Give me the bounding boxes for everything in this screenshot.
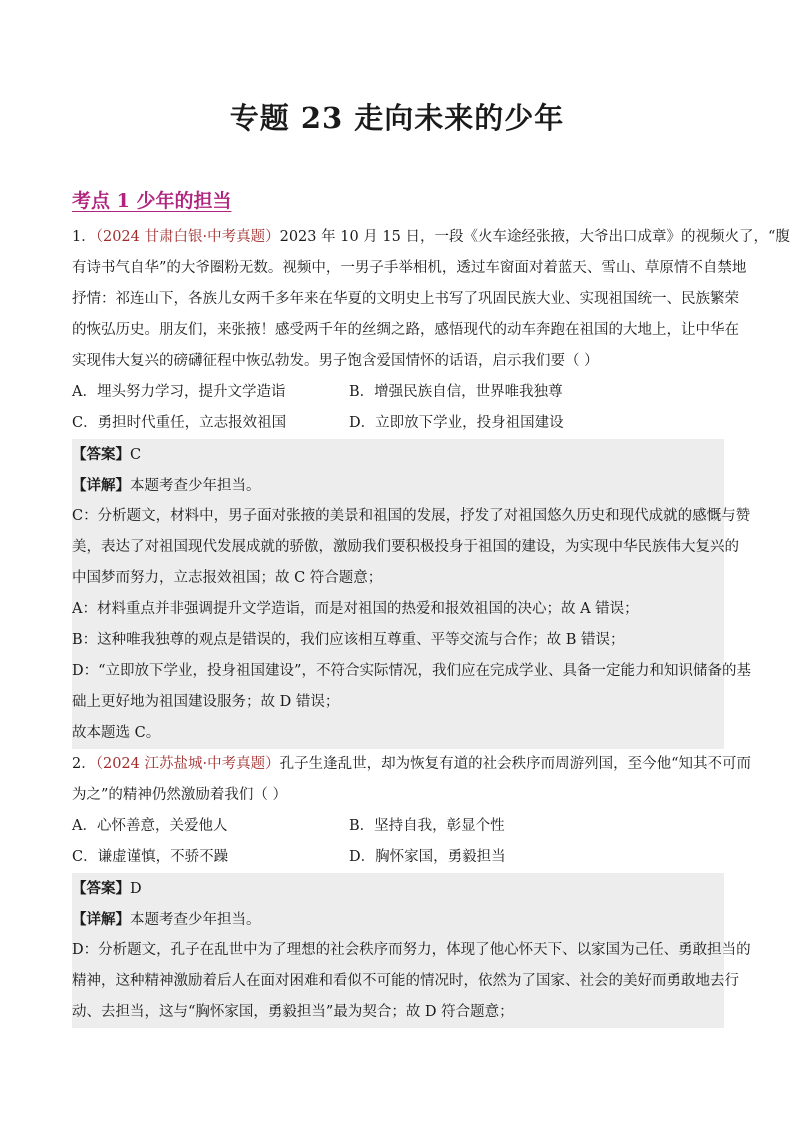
detail-label: 【详解】 <box>72 477 130 494</box>
explanation-line: 中国梦而努力，立志报效祖国；故 C 符合题意； <box>72 570 383 586</box>
section-heading: 考点 1 少年的担当 <box>72 190 232 212</box>
explanation-line: D：分析题文，孔子在乱世中为了理想的社会秩序而努力，体现了他心怀天下、以家国为己任、勇敢担当的 <box>72 942 751 958</box>
question-source: （2024 甘肃白银·中考真题） <box>95 229 280 245</box>
answer-line <box>72 873 724 904</box>
question-1-line-5: 实现伟大复兴的磅礴征程中恢弘勃发。男子饱含爱国情怀的话语，启示我们要（ ） <box>72 353 599 369</box>
page-title: 专题 23 走向未来的少年 <box>229 101 565 135</box>
detail-intro: 本题考查少年担当。 <box>130 912 261 928</box>
answer-value: C <box>130 447 142 463</box>
detail-line <box>72 470 724 501</box>
option-b: B．增强民族自信，世界唯我独尊 <box>349 384 563 400</box>
option-d: D．胸怀家国，勇毅担当 <box>349 849 506 865</box>
detail-label: 【详解】 <box>72 911 130 928</box>
question-text: 2023 年 10 月 15 日，一段《火车途经张掖，大爷出口成章》的视频火了，“腹 <box>279 229 790 245</box>
explanation-line: 动、去担当，这与“胸怀家国，勇毅担当”最为契合；故 D 符合题意； <box>72 1004 514 1020</box>
question-text: 孔子生逢乱世，却为恢复有道的社会秩序而周游列国，至今他“知其不可而 <box>279 756 752 772</box>
question-1-options-row-2 <box>72 408 724 439</box>
option-a: A．心怀善意，关爱他人 <box>72 818 228 834</box>
question-1-line-1 <box>72 222 790 253</box>
explanation-line: B：这种唯我独尊的观点是错误的，我们应该相互尊重、平等交流与合作；故 B 错误； <box>72 632 625 648</box>
explanation-line: D：“立即放下学业，投身祖国建设”，不符合实际情况，我们应在完成学业、具备一定能力和知识储备的基 <box>72 663 751 679</box>
question-number: 2． <box>72 756 96 772</box>
question-2-line-2: 为之”的精神仍然激励着我们（ ） <box>72 787 288 803</box>
explanation-line: A：材料重点并非强调提升文学造诣，而是对祖国的热爱和报效祖国的决心；故 A 错误； <box>72 601 639 617</box>
explanation-line: 础上更好地为祖国建设服务；故 D 错误； <box>72 694 340 710</box>
option-c: C．谦虚谨慎，不骄不躁 <box>72 849 229 865</box>
answer-label: 【答案】 <box>72 446 130 463</box>
explanation-line: 故本题选 C。 <box>72 725 161 741</box>
option-a: A．埋头努力学习，提升文学造诣 <box>72 384 286 400</box>
explanation-line: 精神，这种精神激励着后人在面对困难和看似不可能的情况时，依然为了国家、社会的美好而勇敢地去行 <box>72 973 739 989</box>
question-content <box>72 222 790 1028</box>
question-source: （2024 江苏盐城·中考真题） <box>95 756 280 772</box>
detail-line <box>72 904 724 935</box>
question-number: 1． <box>72 229 96 245</box>
question-2-options-row-1 <box>72 811 724 842</box>
detail-intro: 本题考查少年担当。 <box>130 478 261 494</box>
answer-block-2 <box>72 873 751 1028</box>
answer-line <box>72 439 724 470</box>
option-c: C．勇担时代重任，立志报效祖国 <box>72 415 287 431</box>
question-1-line-3: 抒情：祁连山下，各族儿女两千多年来在华夏的文明史上书写了巩固民族大业、实现祖国统一、民族繁荣 <box>72 291 739 307</box>
option-d: D．立即放下学业，投身祖国建设 <box>349 415 564 431</box>
question-2-options-row-2 <box>72 842 724 873</box>
question-1-line-4: 的恢弘历史。朋友们，来张掖！感受两千年的丝绸之路，感悟现代的动车奔跑在祖国的大地上，让中华在 <box>72 322 739 338</box>
answer-label: 【答案】 <box>72 880 130 897</box>
option-b: B．坚持自我，彰显个性 <box>349 818 505 834</box>
answer-block-1 <box>72 439 751 749</box>
explanation-line: 美，表达了对祖国现代发展成就的骄傲，激励我们要积极投身于祖国的建设，为实现中华民族伟大复兴的 <box>72 539 739 555</box>
answer-value: D <box>130 881 142 897</box>
explanation-line: C：分析题文，材料中，男子面对张掖的美景和祖国的发展，抒发了对祖国悠久历史和现代成就的感慨与赞 <box>72 508 751 524</box>
question-1-options-row-1 <box>72 377 724 408</box>
question-2-line-1 <box>72 749 752 780</box>
question-1-line-2: 有诗书气自华”的大爷圈粉无数。视频中，一男子手举相机，透过车窗面对着蓝天、雪山、草原情不自禁地 <box>72 260 747 276</box>
